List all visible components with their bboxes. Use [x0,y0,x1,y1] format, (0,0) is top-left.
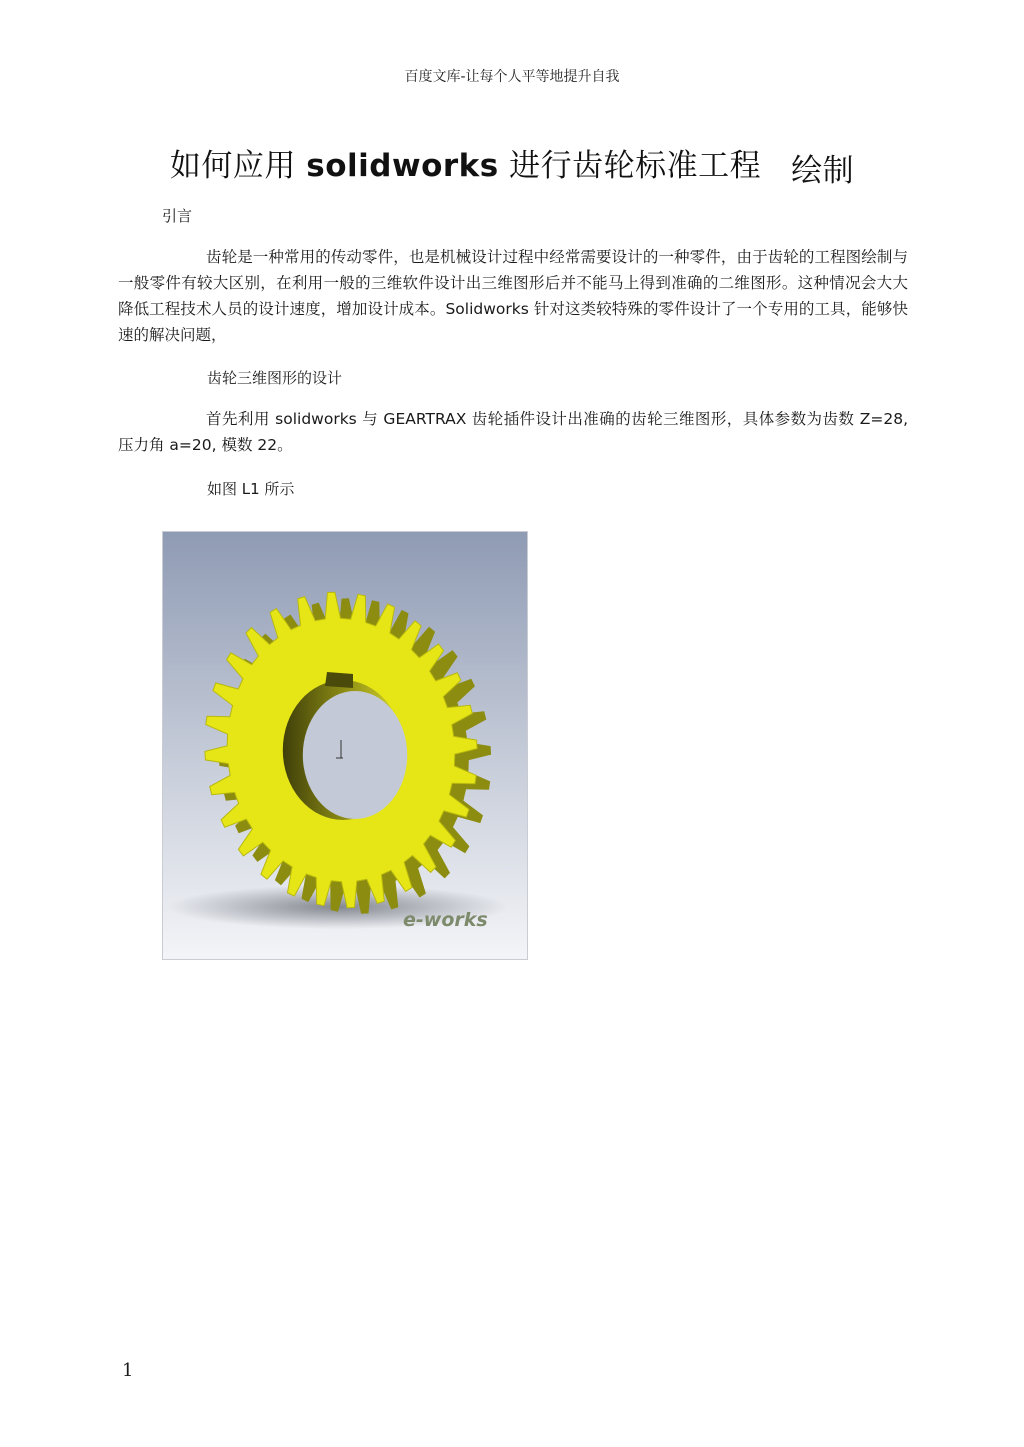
document-title [0,140,1024,189]
intro-heading: 引言 [162,207,193,225]
title-prefix: 如何应用 [169,148,307,184]
gear-figure [162,531,528,960]
gear-bore-opening [303,691,407,819]
design-paragraph: 首先利用 solidworks 与 GEARTRAX 齿轮插件设计出准确的齿轮三维图形，具体参数为齿数 Z=28, 压力角 a=20, 模数 22。 [118,410,908,454]
gear-keyway [325,672,353,688]
page-number: 1 [122,1360,134,1381]
title-software-name: solidworks [306,148,499,184]
intro-paragraph: 齿轮是一种常用的传动零件，也是机械设计过程中经常需要设计的一种零件，由于齿轮的工程图绘制与一般零件有较大区别，在利用一般的三维软件设计出三维图形后并不能马上得到准确的二维图形。这种情况会大大降低工程技术人员的设计速度，增加设计成本。Solidworks 针对这类较特殊的零件设计了一个专用的工具，能够快速的解决问题， [118,248,908,344]
figure-reference: 如图 L1 所示 [207,480,295,498]
page-header: 百度文库-让每个人平等地提升自我 [404,69,620,85]
title-suffix: 进行齿轮标准工程 [498,148,762,184]
design-heading: 齿轮三维图形的设计 [207,369,343,387]
gear-image [163,532,528,960]
title-tail: 绘制 [791,153,855,189]
eworks-watermark: e-works [403,909,488,931]
